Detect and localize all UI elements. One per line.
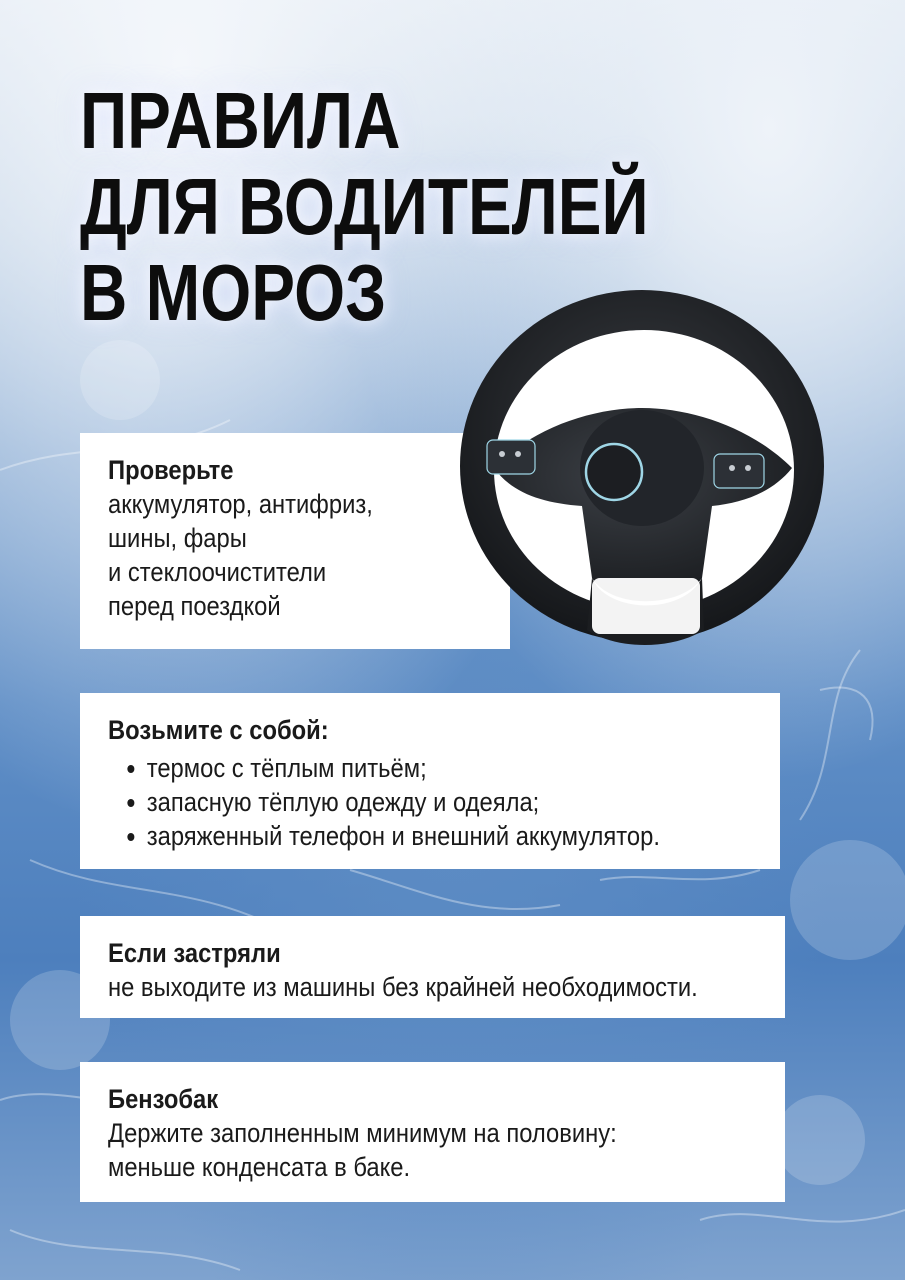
take-with-you-card: [80, 693, 780, 869]
list-item: заряженный телефон и внешний аккумулятор.: [108, 819, 675, 853]
tank-line: меньше конденсата в баке.: [108, 1152, 411, 1182]
if-stuck-card: [80, 916, 785, 1018]
steering-wheel-image: [442, 278, 832, 658]
list-item: запасную тёплую одежду и одеяла;: [108, 785, 675, 819]
stuck-text: не выходите из машины без крайней необходимости.: [108, 972, 698, 1002]
tank-line: Держите заполненным минимум на половину:: [108, 1118, 617, 1148]
stuck-heading: Если застряли: [108, 938, 281, 968]
list-item: термос с тёплым питьём;: [108, 751, 675, 785]
check-line: и стеклоочистители: [108, 557, 327, 587]
check-line: перед поездкой: [108, 591, 281, 621]
fuel-tank-card: [80, 1062, 785, 1202]
check-line: шины, фары: [108, 523, 247, 553]
take-list: [108, 751, 752, 853]
title-line-1: ПРАВИЛА: [80, 76, 401, 165]
tank-heading: Бензобак: [108, 1084, 219, 1114]
take-heading: Возьмите с собой:: [108, 715, 329, 745]
title-line-3: В МОРОЗ: [80, 248, 387, 337]
check-heading: Проверьте: [108, 455, 234, 485]
title-line-2: ДЛЯ ВОДИТЕЛЕЙ: [80, 162, 649, 251]
check-line: аккумулятор, антифриз,: [108, 489, 373, 519]
